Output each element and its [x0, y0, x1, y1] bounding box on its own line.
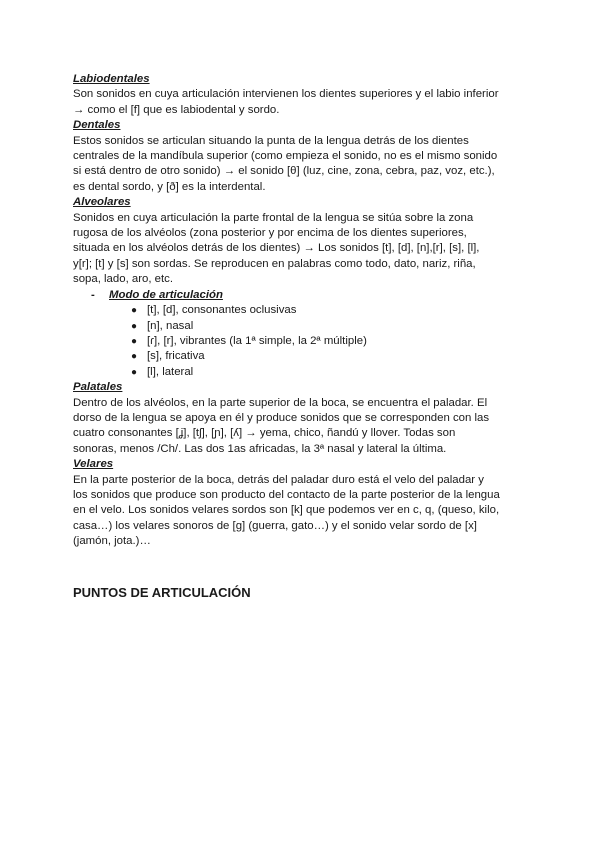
- section-heading-labiodentales: Labiodentales: [73, 73, 150, 85]
- paragraph-line: es dental sordo, y [ð] es la interdental.: [73, 180, 266, 193]
- paragraph-line: y[r]; [t] y [s] son sordas. Se reproducen en palabras como todo, dato, nariz, riña,: [73, 257, 476, 270]
- paragraph-line: cuatro consonantes [ʝ], [tʃ], [ɲ], [ʎ] → yema, chico, ñandú y llover. Todas son: [73, 427, 456, 440]
- paragraph-line: Son sonidos en cuya articulación intervienen los dientes superiores y el labio inferior: [73, 88, 499, 101]
- paragraph-line: situada en los alvéolos detrás de los dientes) → Los sonidos [t], [d], [n],[r], [s], [l],: [73, 242, 480, 255]
- bullet-icon: ●: [131, 351, 138, 363]
- paragraph-line: en el velo. Los sonidos velares sordos son [k] que podemos ver en c, q, (queso, kilo,: [73, 504, 500, 517]
- sub-heading-modo-de-articulacion: Modo de articulación: [109, 288, 223, 301]
- paragraph-line: sonoras, menos /Ch/. Las dos 1as africadas, la 3ª nasal y lateral la última.: [73, 442, 447, 455]
- section-paragraph-dentales: [73, 134, 533, 196]
- paragraph-line: En la parte posterior de la boca, detrás del paladar duro está el velo del paladar y: [73, 473, 484, 486]
- paragraph-line: Estos sonidos se articulan situando la punta de la lengua detrás de los dientes: [73, 134, 469, 147]
- section-paragraph-labiodentales: [73, 87, 533, 118]
- list-item-text: [s], fricativa: [147, 350, 205, 363]
- paragraph-line: los sonidos que produce son producto del contacto de la parte posterior de la lengua: [73, 488, 500, 501]
- paragraph-line: → como el [f] que es labiodental y sordo.: [73, 103, 280, 116]
- paragraph-line: sopa, lado, aro, etc.: [73, 273, 174, 286]
- list-item: [131, 334, 533, 349]
- sub-heading-row: [73, 288, 533, 303]
- list-item: [131, 319, 533, 334]
- section-heading-alveolares: Alveolares: [73, 196, 131, 209]
- section-paragraph-velares: [73, 473, 533, 550]
- paragraph-line: si está dentro de otro sonido) → el sonido [θ] (luz, cine, zona, cebra, paz, voz, etc.),: [73, 165, 495, 178]
- paragraph-line: Dentro de los alvéolos, en la parte superior de la boca, se encuentra el paladar. El: [73, 396, 488, 409]
- page-title: PUNTOS DE ARTICULACIÓN: [73, 585, 251, 600]
- paragraph-line: dorso de la lengua se apoya en él y produce sonidos que se corresponden con las: [73, 411, 490, 424]
- paragraph-line: (jamón, jota.)…: [73, 535, 151, 548]
- list-item: [131, 303, 533, 318]
- bullet-icon: ●: [131, 366, 138, 378]
- section-heading-dentales: Dentales: [73, 119, 121, 132]
- bullet-icon: ●: [131, 320, 138, 332]
- list-item-text: [ɾ], [r], vibrantes (la 1ª simple, la 2ª múltiple): [147, 334, 367, 347]
- paragraph-line: Sonidos en cuya articulación la parte frontal de la lengua se sitúa sobre la zona: [73, 211, 474, 224]
- bullet-icon: ●: [131, 335, 138, 347]
- list-item: [131, 365, 533, 380]
- section-paragraph-palatales: [73, 396, 533, 458]
- list-item: [131, 349, 533, 364]
- list-item-text: [t], [d], consonantes oclusivas: [147, 304, 297, 317]
- section-paragraph-alveolares: [73, 211, 533, 288]
- document-body: [73, 72, 533, 550]
- section-heading-velares: Velares: [73, 458, 114, 471]
- paragraph-line: centrales de la mandíbula superior (como empieza el sonido, no es el mismo sonido: [73, 150, 498, 163]
- paragraph-line: rugosa de los alvéolos (zona posterior y por encima de los dientes superiores,: [73, 227, 467, 240]
- dash-marker: -: [91, 288, 95, 301]
- bullet-icon: ●: [131, 305, 138, 317]
- list-item-text: [n], nasal: [147, 319, 194, 332]
- paragraph-line: casa…) los velares sonoros de [g] (guerra, gato…) y el sonido velar sordo de [x]: [73, 519, 477, 532]
- list-item-text: [l], lateral: [147, 365, 194, 378]
- section-heading-palatales: Palatales: [73, 381, 123, 394]
- bullet-list: [73, 303, 533, 380]
